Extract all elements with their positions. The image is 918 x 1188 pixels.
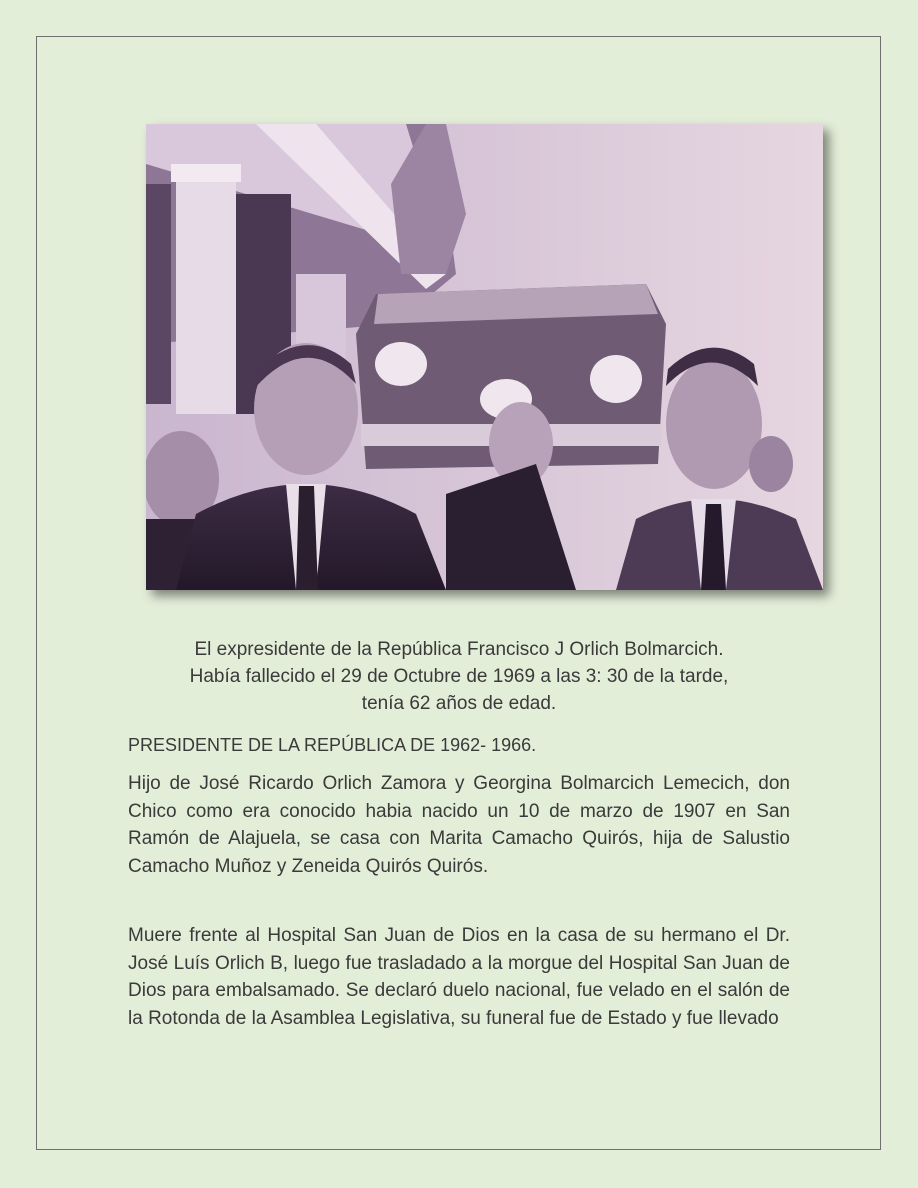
presidency-heading: PRESIDENTE DE LA REPÚBLICA DE 1962- 1966. (128, 735, 537, 755)
photo-caption (110, 636, 808, 717)
biography-paragraph: Hijo de José Ricardo Orlich Zamora y Georgina Bolmarcich Lemecich, don Chico como era conocido habia nacido un 10 de marzo de 1907 en San Ramón de Alajuela, se casa con Marita Camacho Quirós, hija de Salustio Camacho Muñoz y Zeneida Quirós Quirós. (128, 773, 790, 877)
caption-line-1: El expresidente de la República Francisco J Orlich Bolmarcich. (194, 639, 724, 660)
funeral-photo (146, 124, 823, 590)
caption-line-2: Había fallecido el 29 de Octubre de 1969 a las 3: 30 de la tarde, (189, 666, 729, 687)
caption-line-3: tenía 62 años de edad. (361, 693, 557, 714)
death-paragraph: Muere frente al Hospital San Juan de Dios en la casa de su hermano el Dr. José Luís Orlich B, luego fue trasladado a la morgue del Hospital San Juan de Dios para embalsamado. Se declaró duelo nacional, fue velado en el salón de la Rotonda de la Asamblea Legislativa, su funeral fue de Estado y fue llevado (128, 925, 790, 1029)
